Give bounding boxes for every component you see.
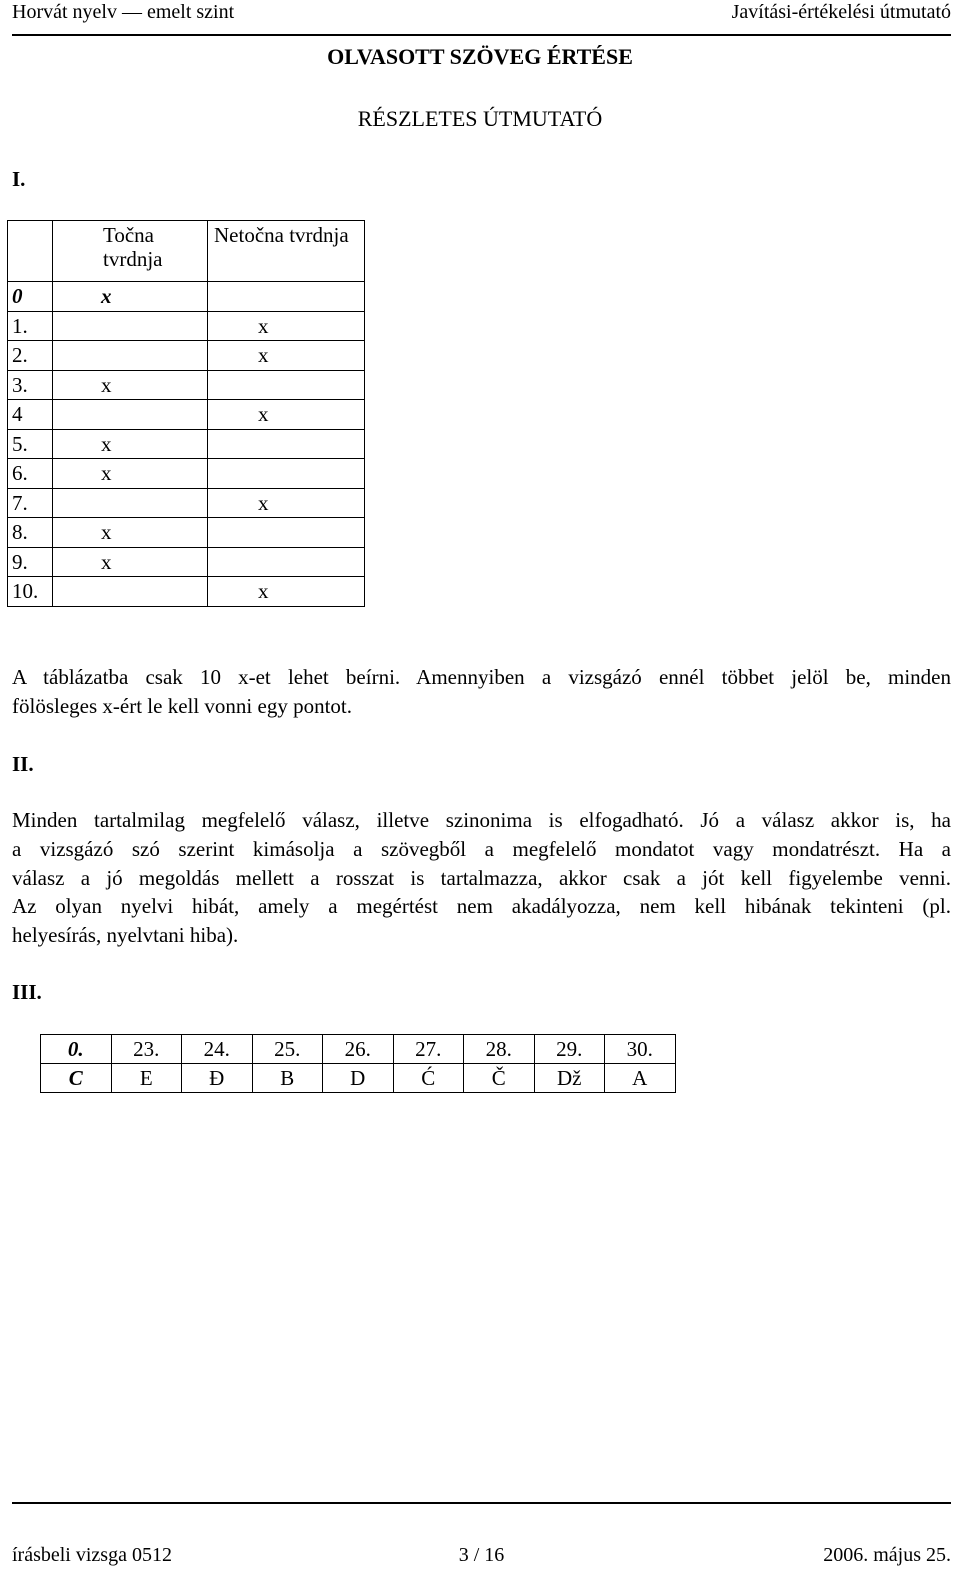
row-number: 5.	[8, 429, 53, 459]
false-mark	[208, 282, 365, 312]
header-doc-type: Javítási-értékelési útmutató	[731, 1, 951, 23]
footer-exam-code: írásbeli vizsga 0512	[12, 1544, 172, 1566]
false-mark	[208, 370, 365, 400]
question-number: 29.	[534, 1035, 605, 1064]
paragraph-line: válasz a jó megoldás mellett a rosszat is tartalmazza, akkor csak a jót kell figyelembe venni.	[12, 865, 951, 890]
footer-date: 2006. május 25.	[823, 1544, 951, 1566]
row-number: 7.	[8, 488, 53, 518]
section-3-label: III.	[12, 980, 42, 1004]
question-number: 24.	[182, 1035, 253, 1064]
true-mark: x	[53, 282, 208, 312]
paragraph-line: Minden tartalmilag megfelelő válasz, illetve szinonima is elfogadható. Jó a válasz akkor is, ha	[12, 808, 951, 832]
table-row	[8, 547, 365, 577]
note-line: fölösleges x-ért le kell vonni egy pontot.	[12, 693, 353, 718]
table-header-true: Točna tvrdnja	[53, 221, 208, 282]
question-number: 27.	[393, 1035, 464, 1064]
answer-letter: B	[252, 1064, 323, 1093]
table-header-cell	[8, 221, 53, 282]
section-1-label: I.	[12, 167, 26, 191]
row-number: 3.	[8, 370, 53, 400]
table-header-row	[8, 221, 365, 282]
true-mark: x	[53, 518, 208, 548]
answer-key-table	[40, 1034, 676, 1093]
table-row	[8, 282, 365, 312]
true-mark: x	[53, 547, 208, 577]
row-number: 0	[8, 282, 53, 312]
table-row	[8, 341, 365, 371]
row-number: 2.	[8, 341, 53, 371]
page-header	[12, 0, 951, 36]
question-number: 0.	[41, 1035, 112, 1064]
answer-letter: A	[605, 1064, 676, 1093]
false-mark	[208, 518, 365, 548]
answer-letter-row	[41, 1064, 676, 1093]
table-row	[8, 311, 365, 341]
false-mark: x	[208, 488, 365, 518]
false-mark	[208, 547, 365, 577]
true-false-table	[7, 220, 365, 607]
header-subject: Horvát nyelv — emelt szint	[12, 1, 235, 23]
answer-number-row	[41, 1035, 676, 1064]
false-mark: x	[208, 311, 365, 341]
section-1-note	[12, 663, 951, 721]
false-mark: x	[208, 341, 365, 371]
page-title: OLVASOTT SZÖVEG ÉRTÉSE	[327, 44, 633, 69]
false-mark: x	[208, 400, 365, 430]
question-number: 26.	[323, 1035, 394, 1064]
answer-letter: E	[111, 1064, 182, 1093]
row-number: 8.	[8, 518, 53, 548]
row-number: 10.	[8, 577, 53, 607]
table-header-false: Netočna tvrdnja	[208, 221, 365, 282]
table-row	[8, 459, 365, 489]
answer-letter: Ć	[393, 1064, 464, 1093]
paragraph-line: a vizsgázó szó szerint kimásolja a szövegből a megfelelő mondatot vagy mondatrészt. Ha a	[12, 836, 951, 861]
true-mark: x	[53, 370, 208, 400]
row-number: 9.	[8, 547, 53, 577]
row-number: 6.	[8, 459, 53, 489]
table-row	[8, 577, 365, 607]
paragraph-line: Az olyan nyelvi hibát, amely a megértést nem akadályozza, nem kell hibának tekinteni (pl.	[12, 894, 951, 919]
answer-letter: C	[41, 1064, 112, 1093]
row-number: 4	[8, 400, 53, 430]
footer-page-number: 3 / 16	[458, 1544, 505, 1566]
false-mark	[208, 429, 365, 459]
true-mark	[53, 400, 208, 430]
answer-letter: D	[323, 1064, 394, 1093]
table-row	[8, 518, 365, 548]
false-mark: x	[208, 577, 365, 607]
true-mark	[53, 341, 208, 371]
section-2-text	[12, 806, 951, 950]
true-mark	[53, 311, 208, 341]
true-mark	[53, 488, 208, 518]
answer-letter: Đ	[182, 1064, 253, 1093]
table-row	[8, 370, 365, 400]
page-subtitle: RÉSZLETES ÚTMUTATÓ	[357, 106, 603, 131]
true-mark: x	[53, 459, 208, 489]
question-number: 30.	[605, 1035, 676, 1064]
answer-letter: Č	[464, 1064, 535, 1093]
question-number: 28.	[464, 1035, 535, 1064]
question-number: 23.	[111, 1035, 182, 1064]
true-mark	[53, 577, 208, 607]
table-row	[8, 429, 365, 459]
paragraph-line: helyesírás, nyelvtani hiba).	[12, 923, 239, 948]
section-2-label: II.	[12, 752, 34, 776]
answer-letter: Dž	[534, 1064, 605, 1093]
true-mark: x	[53, 429, 208, 459]
table-row	[8, 400, 365, 430]
note-line: A táblázatba csak 10 x-et lehet beírni. Amennyiben a vizsgázó ennél többet jelöl be, minden	[12, 665, 951, 689]
table-row	[8, 488, 365, 518]
question-number: 25.	[252, 1035, 323, 1064]
false-mark	[208, 459, 365, 489]
row-number: 1.	[8, 311, 53, 341]
page-footer	[12, 1502, 951, 1564]
